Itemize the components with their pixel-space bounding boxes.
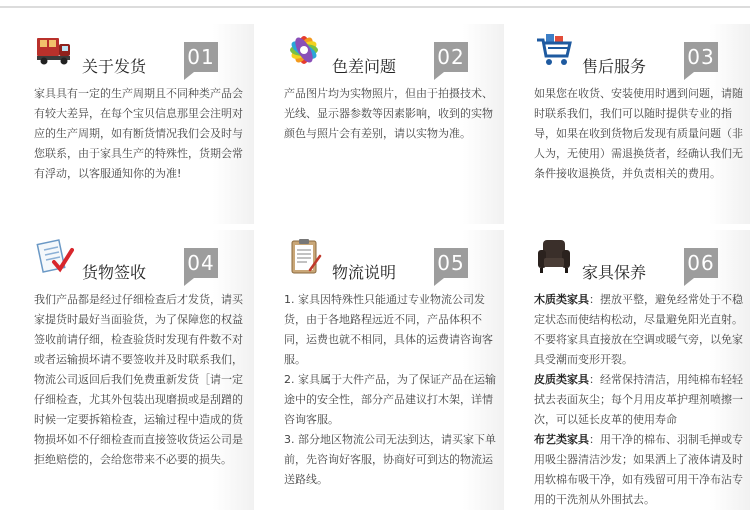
- section-paragraph: 家具具有一定的生产周期且不同种类产品会有较大差异，在每个宝贝信息那里会注明对应的生产周期，如有断货情况我们会及时与您联系，由于家具生产的特殊性，货期会常有浮动，以客服通知你的为准!: [34, 87, 243, 180]
- care-item: [534, 290, 746, 370]
- section-paragraph: 3. 部分地区物流公司无法到达，请买家下单前，先咨询好客服，协商好可到达的物流运送路线。: [284, 433, 496, 486]
- section-paragraph: 我们产品都是经过仔细检查后才发货，请买家提货时最好当面验货，为了保障您的权益签收前请仔细，检查验货时发现有件数不对或者运输损坏请不要签收并及时联系我们，物流公司返回后我们免费重新发货［请一定仔细检查，尤其外包装出现磨损或是刮蹭的时候一定要拆箱检查，运输过程中造成的货物损坏如不仔细检查而直接签收货运公司是拒绝赔偿的，会给您带来不必要的损失。: [34, 293, 243, 466]
- care-item-label: 布艺类家具: [534, 433, 589, 446]
- section-title: 售后服务: [582, 57, 647, 76]
- section-body: [534, 290, 746, 510]
- section-paragraph: 1. 家具因特殊性只能通过专业物流公司发货，由于各地路程远近不同，产品体积不同，运费也就不相同，具体的运费请咨询客服。: [284, 293, 493, 366]
- section-paragraph: 2. 家具属于大件产品，为了保证产品在运输途中的安全性，部分产品建议打木架，详情咨询客服。: [284, 373, 496, 426]
- care-item: [534, 430, 746, 510]
- section-shipping: [24, 24, 254, 224]
- section-logistics: [274, 230, 504, 510]
- section-number-badge: 03: [684, 42, 718, 72]
- clipboard-icon: [284, 236, 324, 276]
- section-title: 家具保养: [582, 263, 647, 282]
- section-number-badge: 06: [684, 248, 718, 278]
- care-item-text: ：摆放平整，避免经常处于不稳定状态而使结构松动，尽量避免阳光直射。不要将家具直接放在空调或暖气旁，以免家具受潮而变形开裂。: [534, 293, 743, 366]
- section-paragraph: 如果您在收货、安装使用时遇到问题，请随时联系我们，我们可以随时提供专业的指导，如果在收到货物后发现有质量问题（非人为，无使用）需退换货者，经确认我们无条件接收退换货，并负责相关的费用。: [534, 87, 743, 180]
- section-title: 色差问题: [332, 57, 397, 76]
- section-number-badge: 01: [184, 42, 218, 72]
- section-body: [34, 84, 246, 184]
- section-number-badge: 02: [434, 42, 468, 72]
- section-paragraph: 产品图片均为实物照片，但由于拍摄技术、光线、显示器参数等因素影响，收到的实物颜色与照片会有差别，请以实物为准。: [284, 87, 493, 140]
- section-receipt: [24, 230, 254, 510]
- care-item-text: ：用干净的棉布、羽制毛掸或专用吸尘器清洁沙发；如果洒上了液体请及时用软棉布吸干净，如有残留可用干净布沾专用的干洗剂从外围拭去。: [534, 433, 743, 506]
- top-divider: [0, 6, 750, 8]
- section-after-sales: [524, 24, 750, 224]
- delivery-truck-icon: [34, 30, 74, 70]
- section-body: [284, 84, 496, 144]
- section-title: 关于发货: [82, 57, 147, 76]
- shopping-cart-icon: [534, 30, 574, 70]
- section-body: [534, 84, 746, 184]
- care-item: [534, 370, 746, 430]
- section-body: [284, 290, 496, 490]
- section-title: 货物签收: [82, 263, 147, 282]
- checklist-icon: [34, 236, 74, 276]
- section-color-difference: [274, 24, 504, 224]
- armchair-icon: [534, 236, 574, 276]
- section-title: 物流说明: [332, 263, 397, 282]
- care-item-label: 皮质类家具: [534, 373, 589, 386]
- section-body: [34, 290, 246, 470]
- section-number-badge: 04: [184, 248, 218, 278]
- section-number-badge: 05: [434, 248, 468, 278]
- color-wheel-icon: [284, 30, 324, 70]
- care-item-text: ：经常保持清洁，用纯棉布轻轻拭去表面灰尘；每个月用皮革护理剂喷擦一次，可以延长皮革的使用寿命: [534, 373, 743, 426]
- care-item-label: 木质类家具: [534, 293, 589, 306]
- section-furniture-care: [524, 230, 750, 510]
